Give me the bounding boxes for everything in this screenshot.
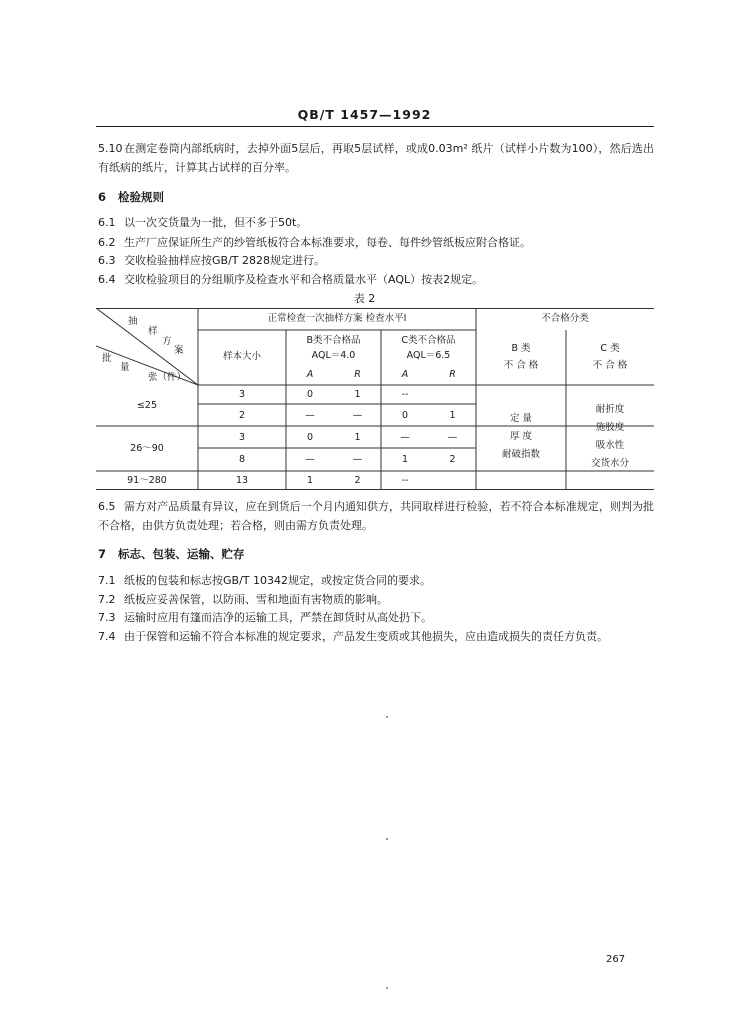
- clause-text: 纸板应妥善保管，以防雨、雪和地面有害物质的影响。: [124, 593, 388, 606]
- cell-b-ac: 1: [306, 475, 314, 486]
- cell-sample-size: 2: [238, 410, 246, 421]
- section-number: 7: [98, 547, 107, 561]
- b-class-item: 耐破指数: [501, 449, 540, 460]
- cell-sample-size: 8: [238, 454, 246, 465]
- section-number: 6: [98, 190, 107, 204]
- clause-number: 6.1: [98, 216, 116, 229]
- c-class-item: 吸水性: [595, 440, 625, 451]
- cell-c-re: 2: [449, 454, 456, 465]
- scan-speck: [386, 838, 388, 840]
- section-7-heading: [98, 546, 245, 562]
- clause-text: 运输时应用有篷而洁净的运输工具，严禁在卸货时从高处扔下。: [124, 611, 432, 624]
- cell-c-ac: 0: [401, 410, 409, 421]
- b-class-item: 定 量: [509, 413, 533, 424]
- paragraph-5-10: [98, 139, 654, 177]
- batch-size-label: 91～280: [127, 475, 167, 486]
- page-number: 267: [606, 954, 626, 965]
- clause-number: 6.5: [98, 500, 116, 513]
- col-header-b-title: B类不合格品: [306, 335, 361, 346]
- clause-6-4: [98, 270, 654, 289]
- col-header-b-ac: A: [306, 369, 314, 380]
- cell-b-re: 2: [354, 475, 361, 486]
- clause-text: 在测定卷筒内部纸病时，去掉外面5层后，再取5层试样，或成0.03m² 纸片（试样小片数为100），然后选出有纸病的纸片，计算其占试样的百分率。: [98, 142, 654, 174]
- cell-c-re: —: [447, 432, 458, 443]
- table-2: [96, 308, 654, 490]
- class-b-title: B 类: [511, 343, 531, 354]
- col-header-c-title: C类不合格品: [401, 335, 456, 346]
- col-header-c-aql: AQL＝6.5: [406, 350, 451, 361]
- clause-7-3: [98, 608, 654, 627]
- col-header-sample-size: 样本大小: [222, 351, 261, 362]
- clause-7-4: [98, 627, 654, 646]
- clause-number: 6.3: [98, 254, 116, 267]
- cell-b-re: 1: [354, 432, 361, 443]
- clause-6-5: [98, 497, 654, 535]
- clause-number: 5.10: [98, 142, 123, 155]
- cell-c-ac: —: [400, 432, 410, 443]
- diag-label-an: 案: [174, 345, 184, 356]
- cell-c-ac: 1: [401, 454, 409, 465]
- diag-label-pi: 批: [102, 353, 112, 364]
- cell-b-re: —: [352, 410, 363, 421]
- clause-text: 需方对产品质量有异议，应在到货后一个月内通知供方，共同取样进行检验，若不符合本标准规定，则判为批不合格，由供方负责处理；若合格，则由需方负责处理。: [98, 500, 654, 532]
- b-class-item: 厚 度: [509, 431, 533, 442]
- col-header-b-re: R: [354, 369, 361, 380]
- cell-sample-size: 13: [235, 475, 249, 486]
- cell-c-ac: --: [401, 475, 409, 486]
- cell-b-ac: 0: [306, 389, 314, 400]
- table-caption: 表 2: [353, 292, 376, 305]
- group-header-classification: 不合格分类: [541, 313, 589, 324]
- clause-text: 由于保管和运输不符合本标准的规定要求，产品发生变质或其他损失，应由造成损失的责任方负责。: [124, 630, 608, 643]
- clause-number: 6.4: [98, 273, 116, 286]
- clause-number: 7.1: [98, 574, 116, 587]
- col-header-c-ac: A: [401, 369, 409, 380]
- c-class-item: 交货水分: [590, 458, 629, 469]
- clause-text: 交收检验抽样应按GB/T 2828规定进行。: [124, 254, 325, 267]
- clause-6-2: [98, 233, 654, 252]
- col-header-c-re: R: [449, 369, 456, 380]
- batch-size-label: 26～90: [130, 443, 164, 454]
- cell-c-ac: --: [401, 389, 409, 400]
- clause-number: 7.4: [98, 630, 116, 643]
- clause-6-3: [98, 251, 654, 270]
- batch-size-label: ≤25: [136, 400, 158, 411]
- cell-b-re: —: [352, 454, 363, 465]
- diag-label-liang: 量: [120, 362, 130, 373]
- group-header-sampling-plan: 正常检查一次抽样方案 检查水平Ⅰ: [267, 313, 407, 324]
- clause-number: 6.2: [98, 236, 116, 249]
- class-b-subtitle: 不 合 格: [503, 360, 539, 371]
- diag-label-chou: 抽: [128, 316, 138, 327]
- diag-label-fang: 方: [162, 336, 172, 347]
- standard-number-header: QB/T 1457—1992: [297, 107, 432, 122]
- scan-speck: [386, 716, 388, 718]
- section-6-heading: [98, 189, 164, 205]
- c-class-item: 耐折度: [595, 404, 625, 415]
- clause-text: 纸板的包装和标志按GB/T 10342规定，或按定货合同的要求。: [124, 574, 431, 587]
- clause-7-1: [98, 571, 654, 590]
- cell-b-ac: —: [305, 454, 315, 465]
- diag-label-unit: 张（件）: [148, 372, 187, 383]
- diag-label-yang: 样: [148, 326, 158, 337]
- c-class-item: 施胶度: [595, 422, 625, 433]
- clause-text: 生产厂应保证所生产的纱管纸板符合本标准要求，每卷、每件纱管纸板应附合格证。: [124, 236, 531, 249]
- cell-sample-size: 3: [238, 389, 246, 400]
- scan-speck: [386, 987, 388, 989]
- cell-b-ac: 0: [306, 432, 314, 443]
- clause-text: 以一次交货量为一批，但不多于50t。: [124, 216, 308, 229]
- cell-b-re: 1: [354, 389, 361, 400]
- clause-6-1: [98, 213, 654, 232]
- clause-number: 7.2: [98, 593, 116, 606]
- class-c-title: C 类: [600, 343, 620, 354]
- clause-number: 7.3: [98, 611, 116, 624]
- section-title: 检验规则: [118, 190, 164, 204]
- class-c-subtitle: 不 合 格: [592, 360, 628, 371]
- clause-7-2: [98, 590, 654, 609]
- clause-text: 交收检验项目的分组顺序及检查水平和合格质量水平（AQL）按表2规定。: [124, 273, 484, 286]
- header-rule: [96, 126, 654, 127]
- col-header-b-aql: AQL＝4.0: [311, 350, 356, 361]
- cell-sample-size: 3: [238, 432, 246, 443]
- cell-c-re: 1: [449, 410, 456, 421]
- section-title: 标志、包装、运输、贮存: [118, 547, 245, 561]
- cell-b-ac: —: [305, 410, 315, 421]
